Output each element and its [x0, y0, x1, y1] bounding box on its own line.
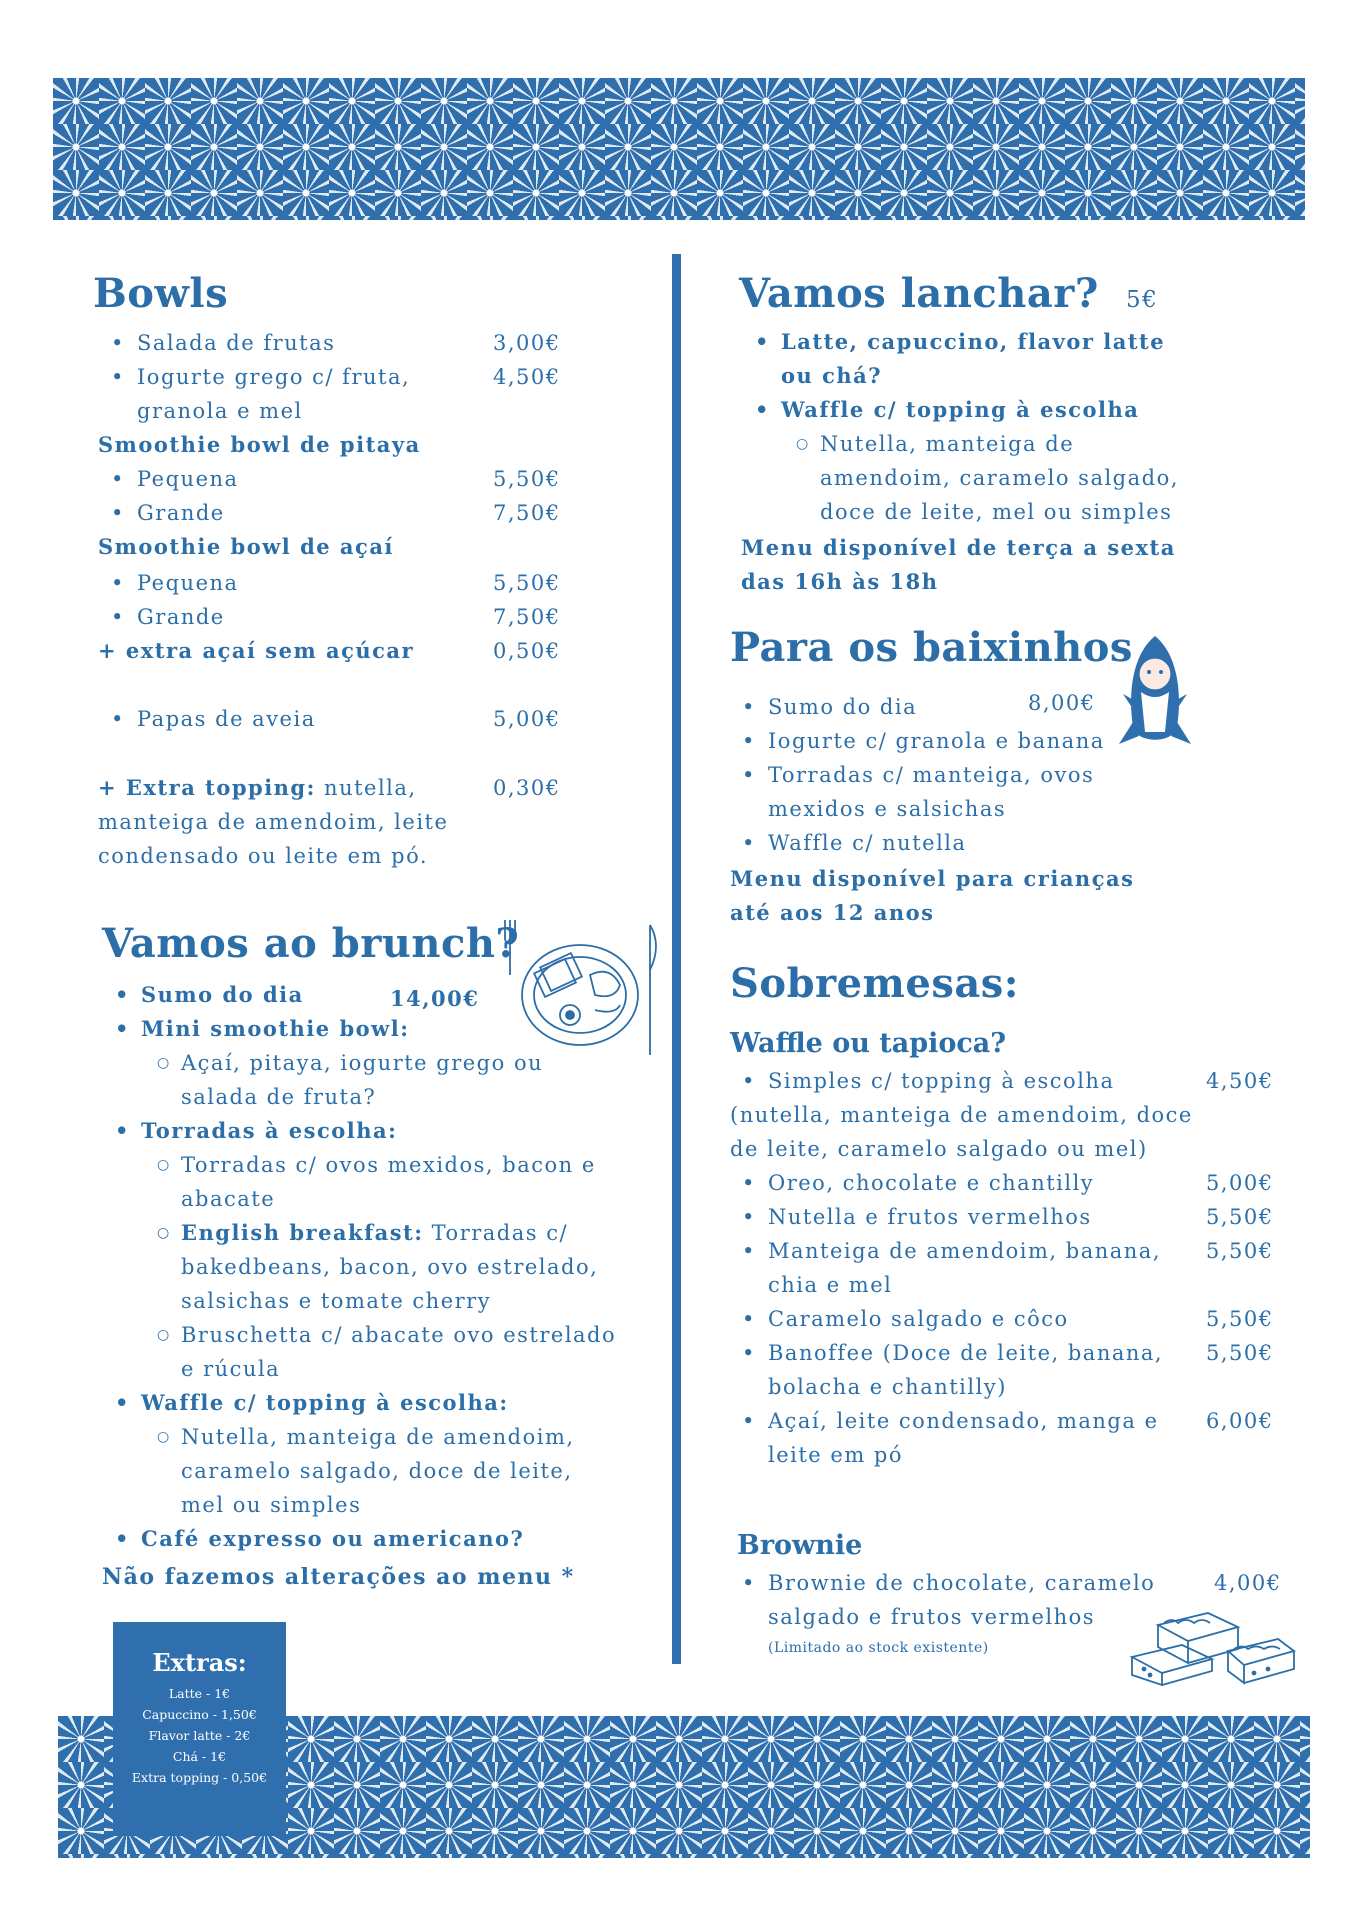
shark-icon — [1115, 632, 1195, 757]
brunch-note: Não fazemos alterações ao menu * — [102, 1564, 575, 1590]
breakfast-plate-icon — [500, 915, 670, 1060]
bowls-pitaya-grande: • Grande — [137, 496, 225, 530]
brownie-title: Brownie — [737, 1530, 863, 1561]
sobremesas-item-nutella: • Nutella e frutos vermelhos — [768, 1200, 1092, 1234]
brunch-mini-sub-line2: salada de fruta? — [181, 1085, 377, 1109]
bowls-extra-topping — [98, 771, 417, 805]
baixinhos-price: 8,00€ — [1028, 691, 1096, 715]
sobremesas-subtitle: Waffle ou tapioca? — [730, 1028, 1007, 1059]
bowls-pitaya-grande-price: 7,50€ — [493, 501, 561, 525]
lanchar-price: 5€ — [1126, 287, 1159, 313]
baixinhos-item-torradas: • Torradas c/ manteiga, ovos — [768, 758, 1094, 792]
baixinhos-note: Menu disponível para crianças — [730, 866, 1135, 891]
lanchar-waffle-opt-line3: doce de leite, mel ou simples — [820, 500, 1173, 524]
sobremesas-price-manteiga: 5,50€ — [1206, 1239, 1274, 1263]
bowls-acai-pequena: • Pequena — [137, 566, 239, 600]
brunch-torradas-opt3: ○ Bruschetta c/ abacate ovo estrelado — [181, 1318, 616, 1352]
top-tile-band — [53, 78, 1305, 220]
bowls-extra-topping-text: nutella, — [315, 776, 417, 800]
brunch-mini: • Mini smoothie bowl: — [141, 1012, 409, 1046]
sobremesas-item-banoffee: • Banoffee (Doce de leite, banana, — [768, 1336, 1163, 1370]
bowls-price-iogurte: 4,50€ — [493, 365, 561, 389]
bowls-item-iogurte: • Iogurte grego c/ fruta, — [137, 360, 410, 394]
bowls-extra-acai: + extra açaí sem açúcar — [98, 638, 415, 663]
baixinhos-item-waffle: • Waffle c/ nutella — [768, 826, 967, 860]
baixinhos-item-sumo: • Sumo do dia — [768, 690, 917, 724]
brunch-english-label: English breakfast: — [181, 1220, 424, 1245]
sobremesas-item-manteiga: • Manteiga de amendoim, banana, — [768, 1234, 1161, 1268]
sobremesas-item-caramelo: • Caramelo salgado e côco — [768, 1302, 1069, 1336]
sobremesas-item-oreo: • Oreo, chocolate e chantilly — [768, 1166, 1094, 1200]
brownie-item-line2: salgado e frutos vermelhos — [768, 1605, 1096, 1629]
brunch-waffle-opt-line3: mel ou simples — [181, 1493, 362, 1517]
sobremesas-title: Sobremesas: — [730, 960, 1020, 1007]
extras-box — [113, 1622, 286, 1836]
bowls-title: Bowls — [93, 270, 229, 317]
brunch-torradas-opt2 — [181, 1216, 568, 1250]
sobremesas-price-simples: 4,50€ — [1206, 1069, 1274, 1093]
sobremesas-item-acai-line2: leite em pó — [768, 1443, 904, 1467]
bowls-acai-pequena-price: 5,50€ — [493, 571, 561, 595]
sobremesas-item-simples-line2: (nutella, manteiga de amendoim, doce — [730, 1103, 1193, 1127]
bowls-pitaya-pequena: • Pequena — [137, 462, 239, 496]
bowls-extra-topping-label: + Extra topping: — [98, 775, 316, 800]
lanchar-waffle-opt-line2: amendoim, caramelo salgado, — [820, 466, 1179, 490]
brunch-torradas-opt2-line2: bakedbeans, bacon, ovo estrelado, — [181, 1255, 599, 1279]
brunch-english-text: Torradas c/ — [423, 1221, 569, 1245]
sobremesas-item-simples: • Simples c/ topping à escolha — [768, 1064, 1114, 1098]
sobremesas-price-acai: 6,00€ — [1206, 1409, 1274, 1433]
lanchar-note-line2: das 16h às 18h — [741, 569, 939, 594]
bowls-extra-topping-price: 0,30€ — [493, 776, 561, 800]
brownie-icon — [1128, 1605, 1298, 1687]
baixinhos-item-iogurte: • Iogurte c/ granola e banana — [768, 724, 1105, 758]
baixinhos-item-torradas-line2: mexidos e salsichas — [768, 797, 1007, 821]
brunch-torradas-opt3-line2: e rúcula — [181, 1357, 281, 1381]
sobremesas-price-nutella: 5,50€ — [1206, 1205, 1274, 1229]
brunch-torradas-opt1: ○ Torradas c/ ovos mexidos, bacon e — [181, 1148, 596, 1182]
bowls-acai-grande: • Grande — [137, 600, 225, 634]
column-divider — [672, 254, 681, 1664]
bowls-acai-grande-price: 7,50€ — [493, 605, 561, 629]
brunch-torradas-opt1-line2: abacate — [181, 1187, 276, 1211]
extras-title: Extras: — [152, 1648, 247, 1677]
bowls-pitaya-pequena-price: 5,50€ — [493, 467, 561, 491]
bowls-extra-topping-line2: manteiga de amendoim, leite — [98, 810, 449, 834]
brunch-mini-sub: ○ Açaí, pitaya, iogurte grego ou — [181, 1046, 543, 1080]
brownie-item: • Brownie de chocolate, caramelo — [768, 1566, 1155, 1600]
baixinhos-note-line2: até aos 12 anos — [730, 900, 935, 925]
sobremesas-price-banoffee: 5,50€ — [1206, 1341, 1274, 1365]
brunch-waffle-opt: ○ Nutella, manteiga de amendoim, — [181, 1420, 575, 1454]
brunch-sumo: • Sumo do dia — [141, 978, 304, 1012]
bowls-item-iogurte-line2: granola e mel — [137, 399, 303, 423]
bowls-acai-title: Smoothie bowl de açaí — [98, 534, 394, 559]
brunch-cafe: • Café expresso ou americano? — [141, 1522, 524, 1556]
brunch-waffle-opt-line2: caramelo salgado, doce de leite, — [181, 1459, 573, 1483]
brunch-waffle: • Waffle c/ topping à escolha: — [141, 1386, 509, 1420]
bowls-price-salada: 3,00€ — [493, 331, 561, 355]
brunch-title: Vamos ao brunch? — [102, 920, 520, 967]
brownie-price: 4,00€ — [1214, 1571, 1282, 1595]
lanchar-item-drinks-line2: ou chá? — [781, 363, 883, 388]
sobremesas-item-simples-line3: de leite, caramelo salgado ou mel) — [730, 1137, 1148, 1161]
bowls-extra-acai-price: 0,50€ — [493, 639, 561, 663]
lanchar-item-waffle: • Waffle c/ topping à escolha — [781, 393, 1139, 427]
bowls-item-salada: • Salada de frutas — [137, 326, 335, 360]
brownie-note: (Limitado ao stock existente) — [768, 1640, 989, 1656]
brunch-price: 14,00€ — [390, 986, 480, 1011]
bowls-papas-price: 5,00€ — [493, 707, 561, 731]
brunch-torradas: • Torradas à escolha: — [141, 1114, 397, 1148]
extras-item-cha: Chá - 1€ — [172, 1749, 227, 1764]
sobremesas-item-acai: • Açaí, leite condensado, manga e — [768, 1404, 1159, 1438]
sobremesas-price-oreo: 5,00€ — [1206, 1171, 1274, 1195]
bowls-extra-topping-line3: condensado ou leite em pó. — [98, 844, 429, 868]
extras-item-latte: Latte - 1€ — [168, 1686, 231, 1701]
sobremesas-item-banoffee-line2: bolacha e chantilly) — [768, 1375, 1007, 1399]
lanchar-title: Vamos lanchar? — [739, 270, 1099, 317]
brunch-torradas-opt2-line3: salsichas e tomate cherry — [181, 1289, 492, 1313]
extras-item-flavor: Flavor latte - 2€ — [148, 1728, 251, 1743]
sobremesas-item-manteiga-line2: chia e mel — [768, 1273, 893, 1297]
baixinhos-title: Para os baixinhos — [730, 624, 1133, 671]
bowls-item-papas: • Papas de aveia — [137, 702, 316, 736]
lanchar-note: Menu disponível de terça a sexta — [741, 535, 1176, 560]
extras-item-capuccino: Capuccino - 1,50€ — [142, 1707, 257, 1722]
extras-item-topping: Extra topping - 0,50€ — [131, 1770, 268, 1785]
lanchar-waffle-opt: ○ Nutella, manteiga de — [820, 427, 1074, 461]
sobremesas-price-caramelo: 5,50€ — [1206, 1307, 1274, 1331]
bowls-pitaya-title: Smoothie bowl de pitaya — [98, 432, 421, 457]
lanchar-item-drinks: • Latte, capuccino, flavor latte — [781, 325, 1165, 359]
